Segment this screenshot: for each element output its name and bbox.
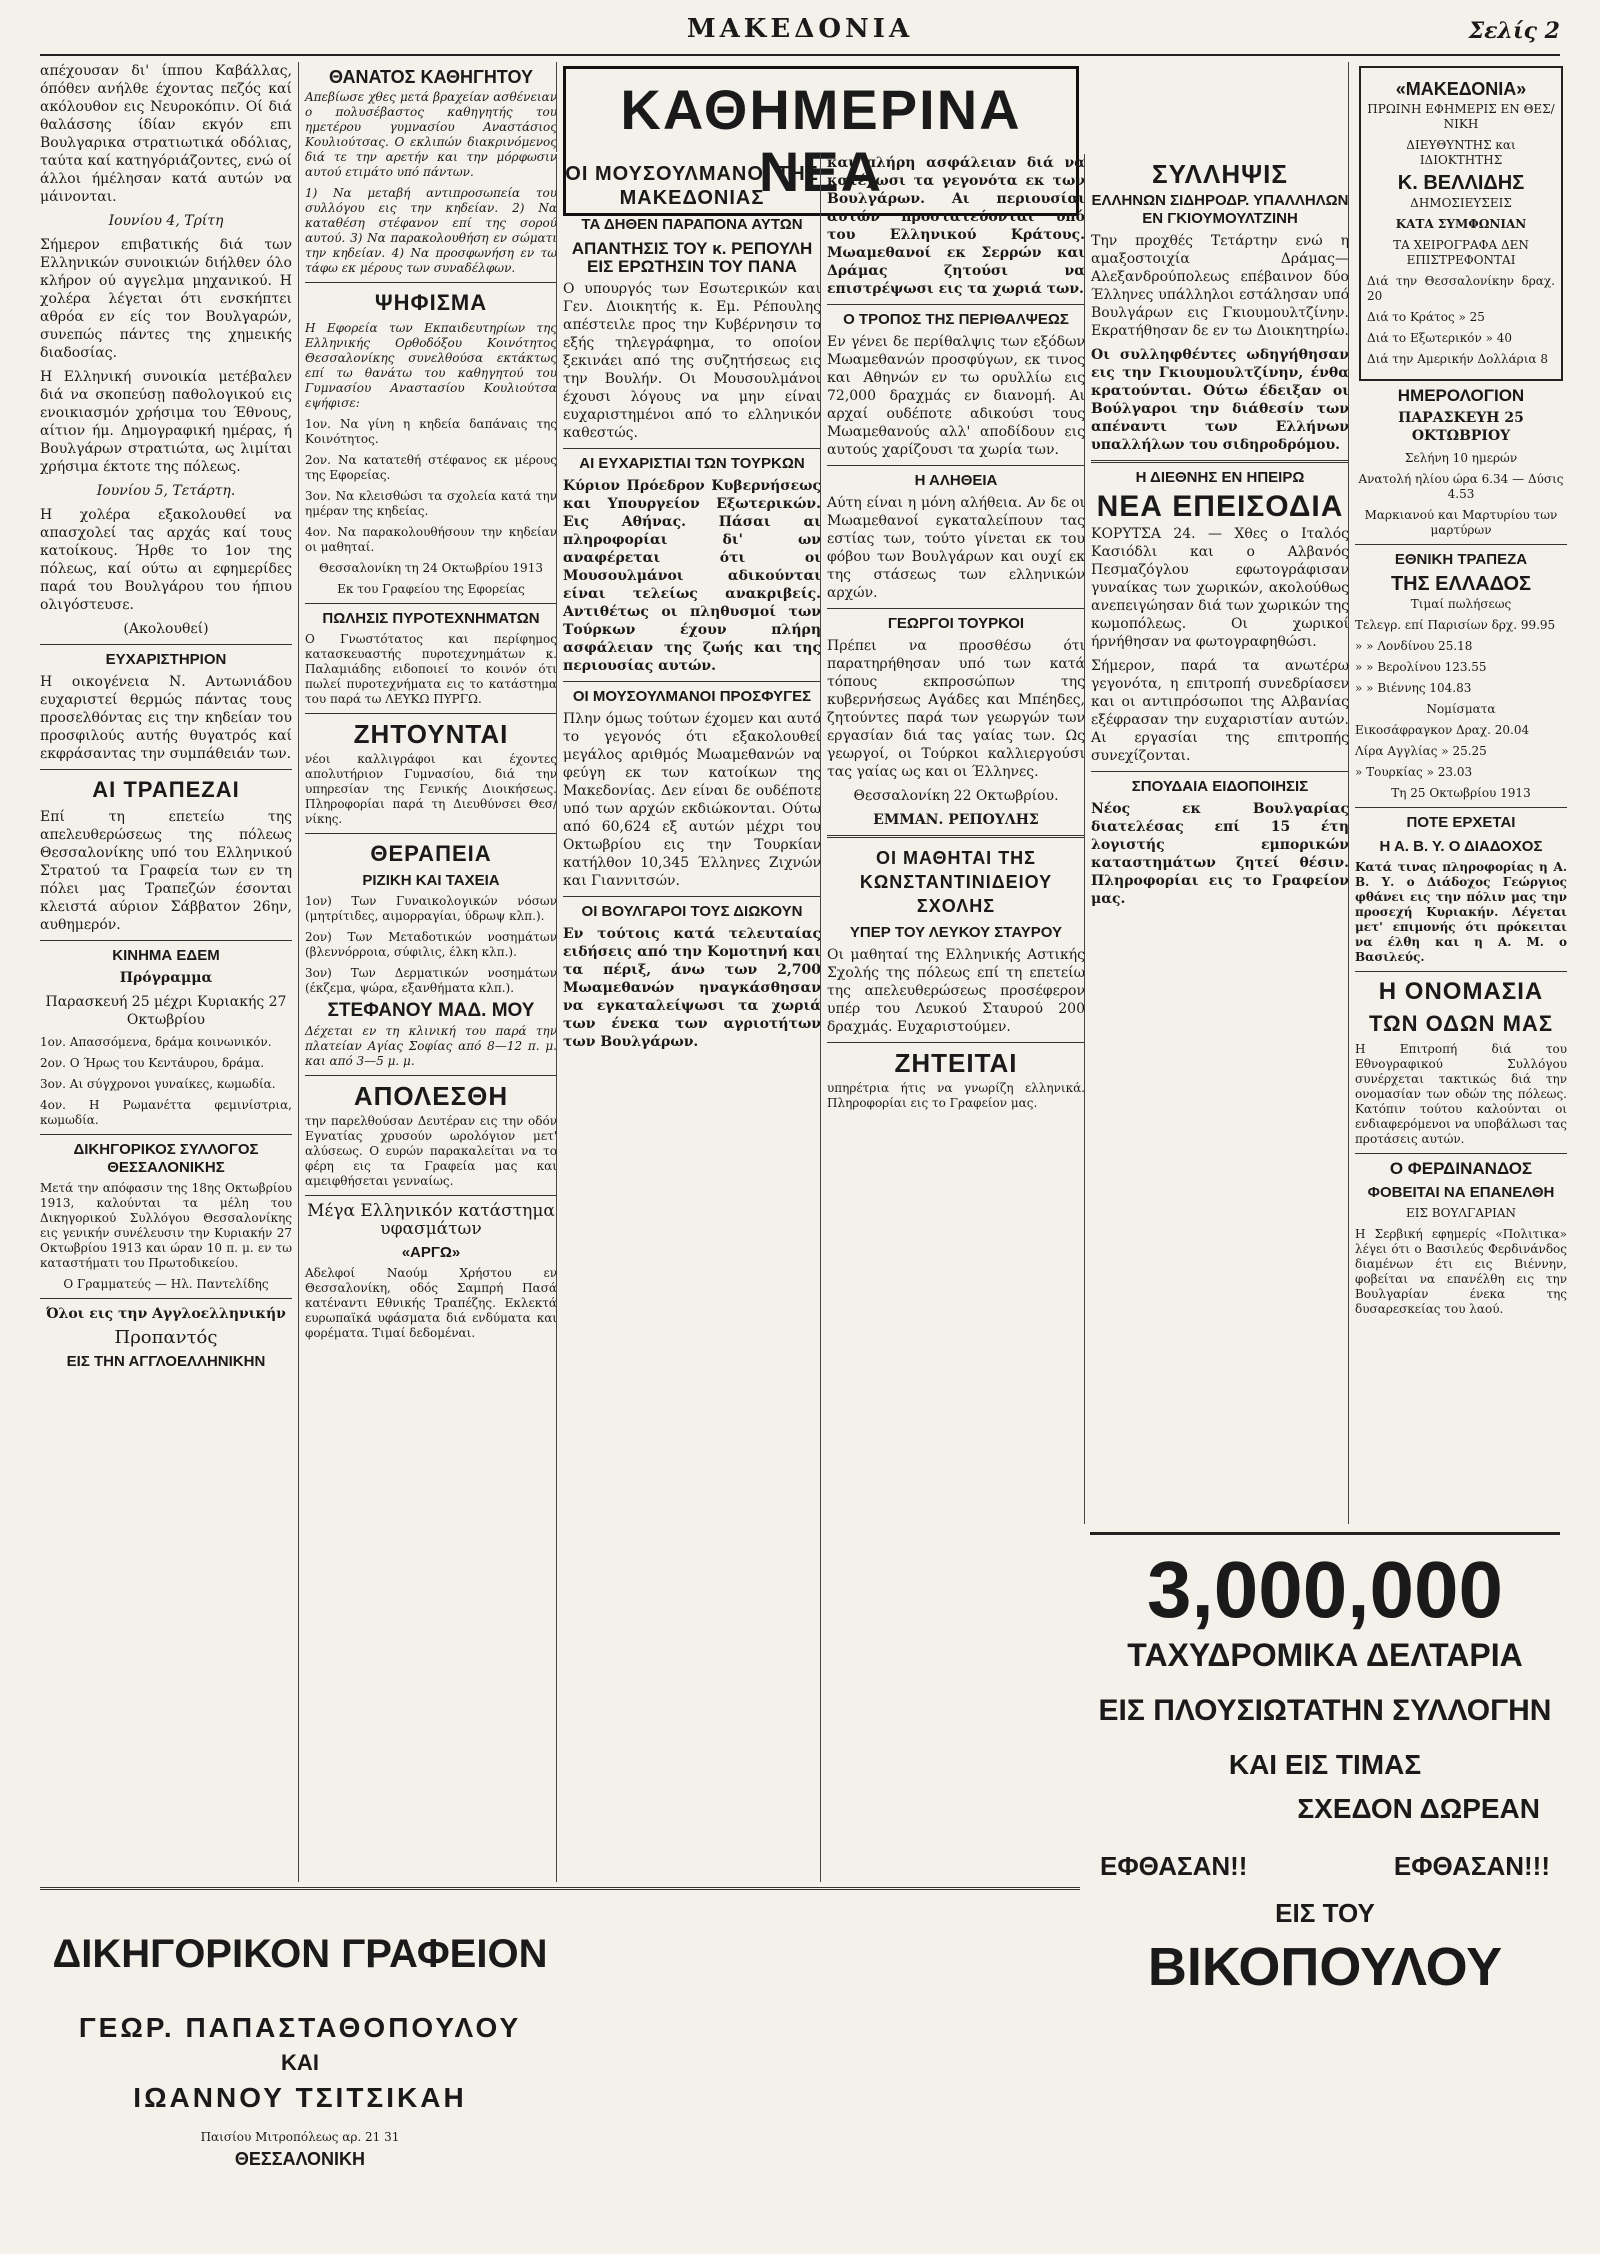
section-subheading: ΤΗΣ ΕΛΛΑΔΟΣ [1390,573,1532,595]
article-text: και πλήρη ασφάλειαν διά να κατέχωσι τα γεγονότα εκ των Βουλγάρων. Αι περιουσίαι αυτών προστατεύονται υπό του Ελληνικού Κράτους. Μωαμεθανοί εκ Σερρών και Δράμας ζητούσι να επιστρέψωσι εις τα χωριά των. [827,155,1085,297]
article-headline: ΣΥΛΛΗΨΙΣ [1152,159,1288,189]
section-heading: ΗΜΕΡΟΛΟΓΙΟΝ [1397,386,1525,405]
bank-date: Τη 25 Οκτωβρίου 1913 [1391,786,1531,800]
column-6 [1348,62,1567,1524]
article-headline: Η ΟΝΟΜΑΣΙΑ [1378,978,1544,1005]
notice-text: Μετά την απόφασιν της 18ης Οκτωβρίου 1913, καλούνται τα μέλη του Δικηγορικού Συλλόγου Θεσσαλονίκης εις γενικήν συνέλευσιν την Κυριακήν 27 Οκτωβρίου 1913 και ώραν 10 π. μ. εν τω καταστήματι του Πρωτοδικείου. [40,1181,292,1270]
ad-text: Ο Γνωστότατος και περίφημος κατασκευαστής πυροτεχνημάτων κ. Παλαμιάδης ειδοποιεί το κοινόν ότι πωλεί πυροτεχνήματα εις το κατάστημα του παρά τω ΛΕΥΚΩ ΠΥΡΓΩ. [305,632,557,706]
article-text: Αύτη είναι η μόνη αλήθεια. Αν δε οι Μωαμεθανοί εγκαταλείπουν τας εστίας των, τούτο γίνεται εκ του φόβου των Βουλγάρων και ουχί εκ της στάσεως των ελληνικών αρχών. [827,495,1085,601]
ad-text: νέοι καλλιγράφοι και έχοντες απολυτήριον Γυμνασίου, διά την υπηρεσίαν της Γενικής Διοικήσεως. Πληροφορίαι παρά τη Διευθύνσει Θεσ/νίκης. [305,752,557,826]
program-item: 2ον. Ο Ήρως του Κεντάυρου, δράμα. [40,1056,265,1070]
subscription-rate: Διά το Εξωτερικόν » 40 [1367,331,1512,345]
section-heading: ΠΩΛΗΣΙΣ ΠΥΡΟΤΕΧΝΗΜΑΤΩΝ [322,610,540,627]
ad-address: Παισίου Μιτροπόλεως αρ. 21 31 [200,2130,400,2144]
ad-line: ΕΙΣ ΠΛΟΥΣΙΩΤΑΤΗΝ ΣΥΛΛΟΓΗΝ [1098,1694,1552,1727]
ad-number: 3,000,000 [1147,1545,1503,1634]
divider [563,896,821,897]
coin-rate: Εικοσάφραγκον Δραχ. 20.04 [1355,723,1530,737]
article-headline: ΟΙ ΜΟΥΣΟΥΛΜΑΝΟΙ ΤΗΣ ΜΑΚΕΔΟΝΙΑΣ [565,163,819,209]
divider [827,304,1085,305]
ad-title: ΔΙΚΗΓΟΡΙΚΟΝ ΓΡΑΦΕΙΟΝ [52,1932,548,1976]
ad-arrival-row [1100,1851,1550,1882]
pub-terms: ΚΑΤΑ ΣΥΜΦΩΝΙΑΝ [1395,217,1527,231]
ad-heading: ΘΕΡΑΠΕΙΑ [370,841,492,866]
column-4 [820,154,1091,1882]
coin-rate: Λίρα Αγγλίας » 25.25 [1355,744,1487,758]
ad-text: Όλοι εις την Αγγλοελληνικήν [46,1306,286,1322]
article-text: Οι συλληφθέντες ωδηγήθησαν εις την Γκιουμουλτζίνην, ένθα κρατούνται. Ούτω έδειξαν οι Βούλγαροι την διάθεσίν των απέναντι των Ελλήνων υπαλλήλων του σιδηροδρόμου. [1091,347,1349,453]
fx-rate: » » Βιέννης 104.83 [1355,681,1472,695]
article-headline: ΟΙ ΜΑΘΗΤΑΙ ΤΗΣ ΚΩΝΣΤΑΝΤΙΝΙΔΕΙΟΥ ΣΧΟΛΗΣ [859,848,1053,916]
ad-and: ΚΑΙ [281,2050,319,2075]
divider [40,1298,292,1299]
calendar-saint: Μαρκιανού και Μαρτυρίου των μαρτύρων [1364,508,1558,537]
section-heading: ΨΗΦΙΣΜΑ [374,290,488,315]
ad-text: την παρελθούσαν Δευτέραν εις την οδόν Εγνατίας χρυσούν ωρολόγιον μετ' αλύσεως. Ο ευρών παρακαλείται να το φέρη εις τα Γραφεία μας και αμειφθήσεται γενναίως. [305,1114,557,1188]
article-headline: ΝΕΑ ΕΠΕΙΣΟΔΙΑ [1096,490,1344,523]
section-heading: ΔΙΚΗΓΟΡΙΚΟΣ ΣΥΛΛΟΓΟΣ ΘΕΣΣΑΛΟΝΙΚΗΣ [73,1141,259,1176]
store-name: «ΑΡΓΩ» [401,1244,461,1261]
ad-text: υπηρέτρια ήτις να γνωρίζη ελληνικά. Πληροφορίαι εις το Γραφείον μας. [827,1081,1085,1110]
article-text: Κύριον Πρόεδρον Κυβερνήσεως και Υπουργείον Εξωτερικών. Εις Αθήνας. Πάσαι αι πληροφορίαι δι' ων αναφέρεται ότι οι Μουσουλμάνοι αδικούνται είναι τελείως ανακριβείς. Αντιθέτως οι πληθυσμοί των Τούρκων έχουν πλήρη ασφάλειαν της ζωής και της περιουσίας αυτών. [563,478,821,674]
article-text: Κατά τινας πληροφορίας η Α. Β. Υ. ο Διάδοχος Γεώργιος φθάνει εις την πόλιν μας την προσεχή Κυριακήν. Λέγεται μετ' επιμονής ότι πρόκειται να έλθη και η Α. Μ. ο Βασιλεύς. [1355,860,1567,964]
divider [827,1042,1085,1043]
divider [305,833,557,834]
article-text: Η Επιτροπή διά του Εθνογραφικού Συλλόγου συνέρχεται τακτικώς διά την ονομασίαν των οδών της πόλεως. Κατόπιν τούτου καλούνται οι ενδιαφερόμενοι να υποβάλωσι τας προτάσεις αυτών. [1355,1042,1567,1146]
manuscripts-note: ΤΑ ΧΕΙΡΟΓΡΑΦΑ ΔΕΝ ΕΠΙΣΤΡΕΦΟΝΤΑΙ [1393,238,1529,267]
resolution-item: 4ον. Να παρακολουθήσουν την κηδείαν οι μαθηταί. [305,525,557,554]
divider [40,940,292,941]
newspaper-title: ΜΑΚΕΔΟΝΙΑ [686,14,914,44]
divider [305,603,557,604]
paper-subtitle: ΠΡΩΙΝΗ ΕΦΗΜΕΡΙΣ ΕΝ ΘΕΣ/ΝΙΚΗ [1367,102,1555,131]
ad-name: ΓΕΩΡ. ΠΑΠΑΣΤΑΘΟΠΟΥΛΟΥ [78,2012,522,2043]
signature: Εκ του Γραφείου της Εφορείας [337,582,525,596]
ad-arrival: ΕΦΘΑΣΑΝ!! [1100,1851,1248,1881]
divider [1355,971,1567,972]
subscription-rate: Διά το Κράτος » 25 [1367,310,1485,324]
section-heading: ΘΑΝΑΤΟΣ ΚΑΘΗΓΗΤΟΥ [328,67,533,87]
article-text: Εν γένει δε περίθαλψις των εξόδων Μωαμεθανών προσφύγων, εκ τινος και Αθηνών εν τω ορυλλίω εις 72,000 δραχμάς εν διανομή. Αι αρχαί ουδέποτε αδικούσι τους Μωαμεθανούς αλλ' αποδίδουν εις αυτούς χαρίζουσι τα χωρία των. [827,334,1085,458]
article-text: Πλην όμως τούτων έχομεν και αυτό το γεγονός ότι εξακολουθεί μεγάλος αριθμός Μωαμεθανών να φεύγη εκ των κατοίκων της Μακεδονίας. Δεν είναι δε ουδέποτε υπό των αρχών εκδιώκονται. Ούτω από 60,624 εξ αυτών μέχρι του Οκτωβρίου εις την Τουρκίαν κατήλθον 10,345 Έλληνες Ζιχνών και Γιαννιτσών. [563,711,821,889]
coin-rate: » Τουρκίας » 23.03 [1355,765,1473,779]
divider [305,713,557,714]
article-text: Πρέπει να προσθέσω ότι παρατηρήθησαν υπό των κατά τόπους εκπροσώπων της κυβερνήσεως Αγάδες και Μπέηδες, ζητούντες παρά των γεωργών των εργασίαν διά τας γαίας των. Ως γεωργοί, οι Τούρκοι καλλιεργούσι τας γαίας ως και οι Έλληνες. [827,638,1085,780]
divider [1355,544,1567,545]
divider [563,681,821,682]
doctor-name: ΣΤΕΦΑΝΟΥ ΜΑΔ. ΜΟΥ [327,1000,535,1021]
ad-text: Μέγα Ελληνικόν κατάστημα υφασμάτων [307,1201,555,1239]
law-office-ad [40,1887,1080,2240]
dateline: Ιουνίου 4, Τρίτη [108,213,224,229]
column-5 [1084,154,1355,1524]
ad-heading: ΖΗΤΕΙΤΑΙ [894,1048,1018,1078]
article-text: 1) Να μεταβή αντιπροσωπεία του συλλόγου εις την κηδείαν. 2) Να καταθέση στέφανον επί της σορού αυτού. 3) Να παρακολουθήση εν σώματι την κηδείαν. 4) Να προσφωνήση εν τω τάφω εκ μέρους των συναδέλφων. [305,186,557,275]
section-heading: ΕΘΝΙΚΗ ΤΡΑΠΕΖΑ [1394,551,1528,568]
divider [1355,1153,1567,1154]
article-text: Η χολέρα εξακολουθεί να απασχολεί τας αρχάς καί τους κατοίκους. Ήρθε το 1ον της πόλεως, καί ούτω αι εφημερίδες παρά του Βουλγάρου του ήπιου ολιγόστευσε. [40,507,292,613]
calendar-day: ΠΑΡΑΣΚΕΥΗ 25 ΟΚΤΩΒΡΙΟΥ [1398,410,1524,444]
dateline: Θεσσαλονίκη τη 24 Οκτωβρίου 1913 [319,561,543,575]
program-item: 4ον. Η Ρωμανέττα φεμινίστρια, κωμωδία. [40,1098,292,1127]
notice-text: Νέος εκ Βουλγαρίας διατελέσας επί 15 έτη λογιστής εμπορικών καταστημάτων ζητεί θέσιν. Πληροφορίαι εις το Γραφείον μας. [1091,801,1349,907]
ad-heading: ΑΠΟΛΕΣΘΗ [353,1081,509,1111]
article-text: Η Ελληνική συνοικία μετέβαλεν διά να σκοπεύσῃ παθολογικού εις ενοικιασμόν χρήσιμα του Έθνους, αίτιον ήμ. Δημογραφική ημέρας, ή Βουλγάρων στρατιώτα, ως λιμίται χρήσιμα έκτοτε της πόλεως. [40,369,292,475]
shop-name: ΒΙΚΟΠΟΥΛΟΥ [1147,1937,1503,1997]
ad-line: ΣΧΕΔΟΝ ΔΩΡΕΑΝ [1297,1793,1540,1824]
article-text: απέχουσαν δι' ίππου Καβάλλας, όπόθεν ανήλθε έχοντας πεζός καί ακόλουθον εις Νευροκόπιν. Οί διά θαλάσσης ίδίαν εκγόν επι Βουλγαρικα στρατιωτικά οδόλιας, ταύτα καί κατηγόριάζοντες, ενώ οί άλλοι ήμέλησαν κατά αυτών να μάινονται. [40,63,292,205]
article-text: ΚΟΡΥΤΣΑ 24. — Χθες ο Ιταλός Κασιόδλι και ο Αλβανός Πεσμαζόγλου εφωτογράφισαν γυναίκας των χωρικών, ακολούθως ανεπειγώησαν διά των χωρικών της κωμοπόλεως. Οι χωρικοί ήρνήθησαν να φωτογραφηθώσι. [1091,526,1349,650]
ad-text: Αδελφοί Ναούμ Χρήστου εν Θεσσαλονίκη, οδός Σαμπρή Πασά κατέναντι Εθνικής Τραπέζης. Εκλεκτά ευρωπαϊκά υφάσματα διά ενδύματα και φορέματα. Τιμαί δεδομέναι. [305,1266,557,1340]
divider [40,644,292,645]
article-subheadline: ΟΙ ΜΟΥΣΟΥΛΜΑΝΟΙ ΠΡΟΣΦΥΓΕΣ [572,688,812,705]
ad-heading: ΕΙΣ ΤΗΝ ΑΓΓΛΟΕΛΛΗΝΙΚΗΝ [66,1353,266,1370]
program-item: 3ον. Αι σύγχρονοι γυναίκες, κωμωδία. [40,1077,276,1091]
divider [827,835,1085,838]
column-3 [556,154,827,1882]
article-text: Η Εφορεία των Εκπαιδευτηρίων της Ελληνικής Ορθοδόξου Κοινότητος Θεσσαλονίκης συνελθούσα εκτάκτως επί τω θανάτω του καθηγητού του Γυμνασίου Αναστασίου Κουλιούτσα εψήφισε: [305,321,557,410]
article-subheadline: ΟΙ ΒΟΥΛΓΑΡΟΙ ΤΟΥΣ ΔΙΩΚΟΥΝ [581,903,803,920]
article-subheadline: ΑΙ ΕΥΧΑΡΙΣΤΙΑΙ ΤΩΝ ΤΟΥΡΚΩΝ [579,455,805,472]
divider [40,1134,292,1135]
newspaper-page [40,62,1567,2242]
divider [40,769,292,770]
postcards-ad [1090,1532,1560,2245]
article-text: Σήμερον επιβατικής διά των Ελληνικών συνοικιών διήλθεν όλο κλήρον ού αγγελμα μηχανικού. Η χολέρα λέγεται ότι ενσκήπτει αθρόα εν είς τον Βουλγαρών, συνεπώς πάντες της χημεικής διαδοσίας. [40,237,292,361]
masthead-strip [40,10,1560,56]
ad-text: Δέχεται εν τη κλινική του παρά την πλατείαν Αγίας Σοφίας από 8—12 π. μ. και από 3—5 μ. μ. [305,1024,557,1068]
ad-item: 3ον) Των Δερματικών νοσημάτων (έκζεμα, ψώρα, εξανθήματα κλπ.). [305,966,557,995]
section-heading: ΚΙΝΗΜΑ ΕΔΕΜ [112,947,220,964]
article-subheadline: ΕΛΛΗΝΩΝ ΣΙΔΗΡΟΔΡ. ΥΠΑΛΛΗΛΩΝ ΕΝ ΓΚΙΟΥΜΟΥΛΤΖΙΝΗ [1091,192,1349,227]
dateline: Ιουνίου 5, Τετάρτη. [96,483,236,499]
masthead-box [1359,66,1563,381]
banner-title: ΚΑΘΗΜΕΡΙΝΑ ΝΕΑ [620,78,1022,203]
ad-subheading: ΡΙΖΙΚΗ ΚΑΙ ΤΑΧΕΙΑ [362,872,500,889]
fx-rate: » » Βερολίνου 123.55 [1355,660,1487,674]
subheading: Πρόγραμμα [119,970,213,986]
subscription-rate: Διά την Θεσσαλονίκην δραχ. 20 [1367,274,1555,303]
column-2 [298,62,563,1882]
divider [563,448,821,449]
ad-item: 1ον) Των Γυναικολογικών νόσων (μητρίτιδες, αιμορραγίαι, ύδρωψ κλπ.). [305,894,557,923]
article-subheadline: Ο ΤΡΟΠΟΣ ΤΗΣ ΠΕΡΙΘΑΛΨΕΩΣ [843,311,1069,328]
article-subheadline: Η ΑΛΗΘΕΙΑ [914,472,998,489]
divider [305,1195,557,1196]
article-subheadline: ΤΩΝ ΟΔΩΝ ΜΑΣ [1368,1011,1554,1036]
divider [1091,771,1349,772]
ad-line: ΚΑΙ ΕΙΣ ΤΙΜΑΣ [1228,1749,1422,1780]
article-text: Οι μαθηταί της Ελληνικής Αστικής Σχολής της πόλεως επί τη επετείω της απελευθερώσεως προσέφερον υπέρ του Λευκού Σταυρού 200 δραχμάς. Ευχαριστούμεν. [827,947,1085,1035]
continued-note: (Ακολουθεί) [123,621,209,637]
ad-item: 2ον) Των Μεταδοτικών νοσημάτων (βλεννόρροια, σύφιλις, έλκη κλπ.). [305,930,557,959]
signature: ΕΜΜΑΝ. ΡΕΠΟΥΛΗΣ [873,812,1039,828]
divider [827,608,1085,609]
article-subheadline: ΥΠΕΡ ΤΟΥ ΛΕΥΚΟΥ ΣΤΑΥΡΟΥ [849,924,1063,941]
pub-label: ΔΗΜΟΣΙΕΥΣΕΙΣ [1410,196,1512,210]
prices-label: Τιμαί πωλήσεως [1410,597,1512,611]
article-subheadline: ΕΙΣ ΒΟΥΛΓΑΡΙΑΝ [1405,1206,1516,1220]
ad-name: ΙΩΑΝΝΟΥ ΤΣΙΤΣΙΚΑΗ [133,2082,467,2113]
article-subheadline: ΑΠΑΝΤΗΣΙΣ ΤΟΥ κ. ΡΕΠΟΥΛΗ ΕΙΣ ΕΡΩΤΗΣΙΝ ΤΟΥ ΠΑΝΑ [571,239,813,276]
coins-label: Νομίσματα [1426,702,1496,716]
article-subheadline: ΤΑ ΔΗΘΕΝ ΠΑΡΑΠΟΝΑ ΑΥΤΩΝ [581,216,803,233]
article-subheadline: Η ΔΙΕΘΝΗΣ ΕΝ ΗΠΕΙΡΩ [1135,469,1305,486]
ad-line: ΕΙΣ ΤΟΥ [1275,1898,1375,1928]
calendar-moon: Σελήνη 10 ημερών [1404,451,1518,465]
article-subheadline: ΓΕΩΡΓΟΙ ΤΟΥΡΚΟΙ [887,615,1025,632]
ad-text: Προπαντός [114,1327,218,1348]
subscription-rate: Διά την Αμερικήν Δολλάρια 8 [1367,352,1548,366]
divider [1091,460,1349,463]
section-heading: ΕΥΧΑΡΙΣΤΗΡΙΟΝ [105,651,227,668]
divider [1355,807,1567,808]
section-heading: ΣΠΟΥΔΑΙΑ ΕΙΔΟΠΟΙΗΣΙΣ [1131,778,1309,795]
divider [305,1075,557,1076]
owner-label: ΔΙΕΥΘΥΝΤΗΣ και ΙΔΙΟΚΤΗΤΗΣ [1406,138,1516,167]
divider [827,465,1085,466]
ad-heading: ΖΗΤΟΥΝΤΑΙ [353,719,509,749]
article-text: Εν τούτοις κατά τελευταίας ειδήσεις από την Κομοτηνή και τα πέριξ, άνω των 2,700 Μωαμεθανών ηναγκάσθησαν να εγκαταλείψωσι τα χωριά των ένεκα των αγριοτήτων των Βουλγάρων. [563,926,821,1050]
divider [305,282,557,283]
section-subheading: Η Α. Β. Υ. Ο ΔΙΑΔΟΧΟΣ [1379,838,1543,855]
page-number: Σελίς 2 [1468,18,1560,44]
fx-rate: Τελεγρ. επί Παρισίων δρχ. 99.95 [1355,618,1556,632]
signature: Ο Γραμματεύς — Ηλ. Παντελίδης [63,1277,269,1291]
resolution-item: 2ον. Να κατατεθή στέφανος εκ μέρους της Εφορείας. [305,453,557,482]
fx-rate: » » Λονδίνου 25.18 [1355,639,1473,653]
column-1 [40,62,298,1882]
section-heading: ΠΟΤΕ ΕΡΧΕΤΑΙ [1406,814,1516,831]
resolution-item: 3ον. Να κλεισθώσι τα σχολεία κατά την ημέραν της κηδείας. [305,489,557,518]
article-text: Σήμερον, παρά τα ανωτέρω γεγονότα, η επιτροπή συνεδρίασεν και οι αντιπρόσωποι της Αλβανίας εξέφρασαν την ευχαριστίαν αυτών. Αι εργασίαι της επιτροπής συνεχίζονται. [1091,658,1349,764]
section-heading: ΑΙ ΤΡΑΠΕΖΑΙ [92,777,240,802]
article-headline: Ο ΦΕΡΔΙΝΑΝΔΟΣ [1389,1159,1533,1178]
program-dates: Παρασκευή 25 μέχρι Κυριακής 27 Οκτωβρίου [45,994,287,1028]
article-text: Ο υπουργός των Εσωτερικών και Γεν. Διοικητής κ. Εμ. Ρέπουλης απέστειλε προς την Κυβέρνησιν το εξής τηλεγράφημα, το οποίον ξεκινάει από της συζητήσεως εις την Βουλήν. Οι Μουσουλμάνοι έχουσι λόγους να μην είναι ευχαριστημένοι από το ελληνικόν καθεστώς. [563,281,821,441]
article-text: Την προχθές Τετάρτην ενώ η αμαξοστοιχία Δράμας—Αλεξανδρούπολεως επέβαινον δύο Έλληνες υπάλληλοι εστάλησαν υπό Βουλγάρων εις Γκιουμουλτζίνην. Εκρατήθησαν δε εν τω Διοικητηρίω. [1091,233,1349,339]
calendar-sun: Ανατολή ηλίου ώρα 6.34 — Δύσις 4.53 [1358,472,1564,501]
paper-name: «ΜΑΚΕΔΟΝΙΑ» [1395,79,1527,99]
notice-text: Επί τη επετείω της απελευθερώσεως της πόλεως Θεσσαλονίκης υπό του Ελληνικού Στρατού τα Γραφεία των εν τη πόλει μας Τραπεζών έσονται κλειστά αύριον Σάββατον 26ην, αυθημερόν. [40,809,292,933]
ad-arrival: ΕΦΘΑΣΑΝ!!! [1393,1851,1550,1881]
article-text: Απεβίωσε χθες μετά βραχείαν ασθένειαν ο πολυσέβαστος καθηγητής του ημετέρου γυμνασίου Αναστάσιος Κουλιούτσας. Ο εκλιπών διακρινόμενος διά τε την αρετήν και την μόρφωσιν αυτού ετιμάτο υπό πάντων. [305,90,557,179]
ad-city: ΘΕΣΣΑΛΟΝΙΚΗ [234,2149,366,2169]
ad-line: ΤΑΧΥΔΡΟΜΙΚΑ ΔΕΛΤΑΡΙΑ [1127,1637,1523,1673]
owner-name: Κ. ΒΕΛΛΙΔΗΣ [1397,172,1525,194]
dateline: Θεσσαλονίκη 22 Οκτωβρίου. [853,788,1059,804]
article-subheadline: ΦΟΒΕΙΤΑΙ ΝΑ ΕΠΑΝΕΛΘΗ [1367,1184,1555,1201]
program-item: 1ον. Απασσόμενα, δράμα κοινωνικόν. [40,1035,272,1049]
article-text: Η Σερβική εφημερίς «Πολιτικα» λέγει ότι ο Βασιλεύς Φερδινάνδος διαμένων έτι εις Βιέννην, φοβείται να επανέλθη εις την Βουλγαρίαν ένεκα της δυσαρεσκείας του λαού. [1355,1227,1567,1316]
notice-text: Η οικογένεια Ν. Αντωνιάδου ευχαριστεί θερμώς πάντας τους προσελθόντας εις την κηδείαν του προσφιλούς αυτής θυγατρός καί εκφράσαντας την συμπάθειάν των. [40,674,292,762]
resolution-item: 1ον. Να γίνη η κηδεία δαπάναις της Κοινότητος. [305,417,557,446]
